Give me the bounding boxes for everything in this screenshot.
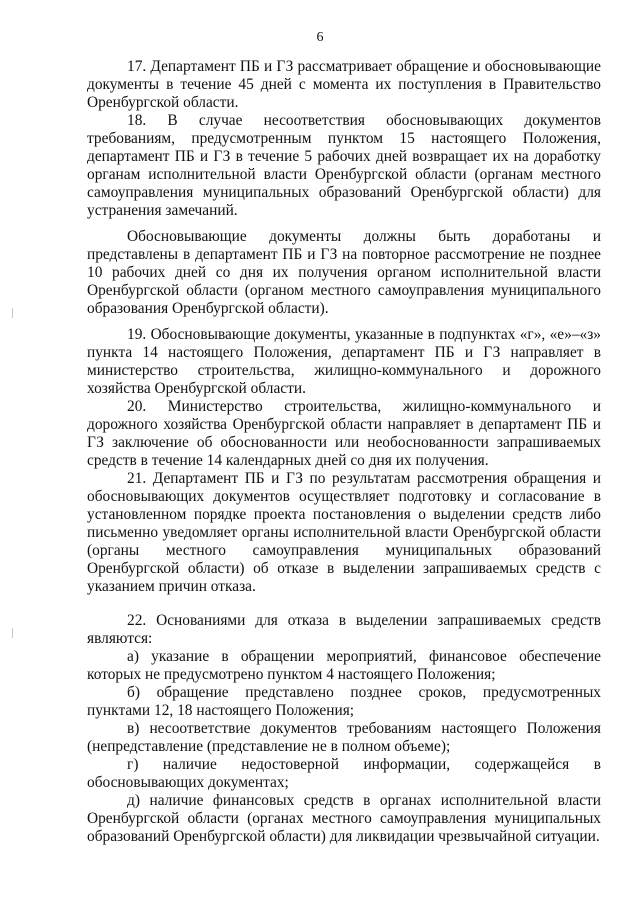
paragraph-21: 21. Департамент ПБ и ГЗ по результатам рассмотрения обращения и обосновывающих документов осуществляет подготовку и согласование в установленном порядке проекта постановления о выделении средств либо письменно уведомляет органы исполнительной власти Оренбургской области (органы местного самоуправления муниципальных образований Оренбургской области) об отказе в выделении запрашиваемых средств с указанием причин отказа. [87,470,601,595]
list-item-d: д) наличие финансовых средств в органах исполнительной власти Оренбургской области (органах местного самоуправления муниципальных образований Оренбургской области) для ликвидации чрезвычайной ситуации. [87,792,601,845]
paragraph-20: 20. Министерство строительства, жилищно-коммунального и дорожного хозяйства Оренбургской области направляет в департамент ПБ и ГЗ заключение об обоснованности или необоснованности запрашиваемых средств в течение 14 календарных дней со дня их получения. [87,398,601,469]
paragraph-18-continued: Обосновывающие документы должны быть доработаны и представлены в департамент ПБ и ГЗ на повторное рассмотрение не позднее 10 рабочих дней со дня их получения органом исполнительной власти Оренбургской области (органом местного самоуправления муниципального образования Оренбургской области). [87,228,601,317]
paragraph-18: 18. В случае несоответствия обосновывающих документов требованиям, предусмотренным пунктом 15 настоящего Положения, департамент ПБ и ГЗ в течение 5 рабочих дней возвращает их на доработку органам исполнительной власти Оренбургской области (органам местного самоуправления муниципальных образований Оренбургской области) для устранения замечаний. [87,112,601,219]
document-body [87,58,601,846]
list-item-a: а) указание в обращении мероприятий, финансовое обеспечение которых не предусмотрено пунктом 4 настоящего Положения; [87,648,601,683]
paragraph-17: 17. Департамент ПБ и ГЗ рассматривает обращение и обосновывающие документы в течение 45 дней с момента их поступления в Правительство Оренбургской области. [87,58,601,111]
margin-mark [12,308,13,318]
list-item-g: г) наличие недостоверной информации, содержащейся в обосновывающих документах; [87,756,601,791]
paragraph-19: 19. Обосновывающие документы, указанные в подпунктах «г», «е»–«з» пункта 14 настоящего Положения, департамент ПБ и ГЗ направляет в министерство строительства, жилищно-коммунального и дорожного хозяйства Оренбургской области. [87,326,601,397]
margin-mark [12,628,13,638]
page-number: 6 [316,30,324,45]
list-item-b: б) обращение представлено позднее сроков, предусмотренных пунктами 12, 18 настоящего Положения; [87,684,601,719]
list-item-v: в) несоответствие документов требованиям настоящего Положения (непредставление (представление не в полном объеме); [87,720,601,755]
paragraph-22: 22. Основаниями для отказа в выделении запрашиваемых средств являются: [87,612,601,647]
